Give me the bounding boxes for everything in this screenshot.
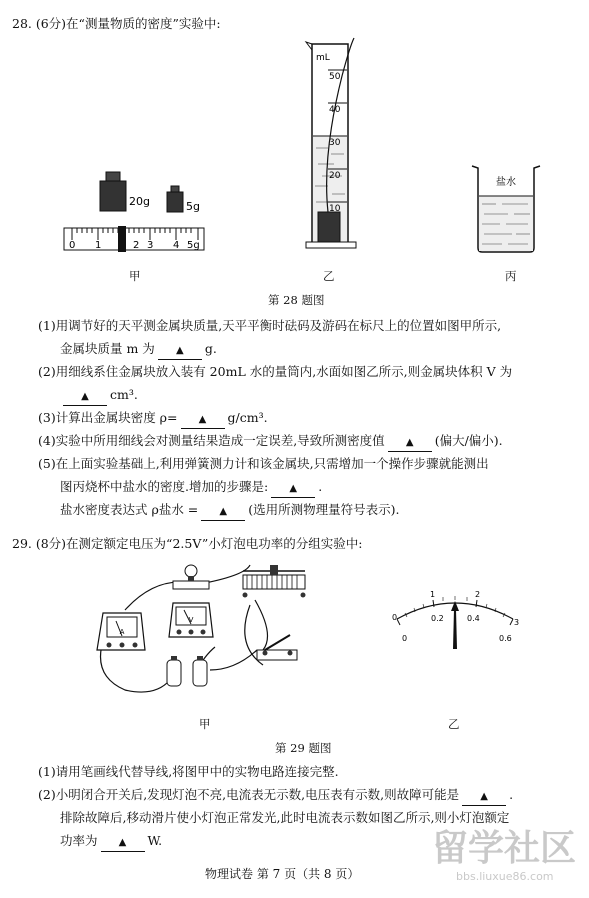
q28-item-3-text: (3)计算出金属块密度 ρ= bbox=[38, 410, 178, 425]
battery-icon bbox=[167, 656, 207, 686]
watermark-url: bbs.liuxue86.com bbox=[456, 870, 554, 883]
q29-item-2-end: . bbox=[509, 787, 514, 802]
q29-item-2-power: 功率为 bbox=[60, 833, 98, 848]
q28-item-2-line2 bbox=[60, 387, 138, 406]
q28-item-5-line3 bbox=[60, 502, 400, 521]
q28-item-5-text: 图丙烧杯中盐水的密度.增加的步骤是: bbox=[60, 479, 269, 494]
graduated-cylinder-figure bbox=[298, 36, 368, 258]
fig29-label-b: 乙 bbox=[448, 717, 460, 731]
q28-item-5-line2 bbox=[60, 479, 322, 498]
dial-minor-0-2: 0.2 bbox=[431, 614, 444, 623]
answer-blank-6[interactable] bbox=[201, 502, 245, 521]
fig28-label-a: 甲 bbox=[129, 269, 141, 283]
q28-item-4-options: (偏大/偏小). bbox=[434, 433, 503, 448]
dial-minor-0: 0 bbox=[402, 634, 408, 643]
blank-marker-icon: ▲ bbox=[289, 483, 298, 494]
dial-major-2: 2 bbox=[475, 590, 481, 599]
q28-item-5-line1: (5)在上面实验基础上,利用弹簧测力计和该金属块,只需增加一个操作步骤就能测出 bbox=[38, 456, 489, 471]
q28-item-3 bbox=[38, 410, 268, 429]
cylinder-unit: mL bbox=[316, 53, 330, 63]
fig28-caption: 第 28 题图 bbox=[268, 293, 325, 307]
fig28-label-b: 乙 bbox=[323, 269, 335, 283]
q29-item-1: (1)请用笔画线代替导线,将图甲中的实物电路连接完整. bbox=[38, 764, 339, 779]
cylinder-tick-10: 10 bbox=[329, 204, 341, 214]
answer-blank-8[interactable] bbox=[101, 833, 145, 852]
cylinder-tick-20: 20 bbox=[329, 171, 341, 181]
q28-item-3-unit: g/cm³. bbox=[227, 410, 268, 425]
ruler-tick-4: 4 bbox=[173, 240, 180, 251]
cylinder-tick-40: 40 bbox=[329, 105, 341, 115]
blank-marker-icon: ▲ bbox=[198, 414, 207, 425]
ammeter-icon bbox=[97, 613, 145, 650]
answer-blank-3[interactable] bbox=[181, 410, 225, 429]
answer-blank-2[interactable] bbox=[63, 387, 107, 406]
q29-item-2-line2: 排除故障后,移动滑片使小灯泡正常发光,此时电流表示数如图乙所示,则小灯泡额定 bbox=[60, 810, 510, 825]
weight-5g-icon bbox=[167, 186, 183, 212]
answer-blank-5[interactable] bbox=[271, 479, 315, 498]
q28-item-1-unit: g. bbox=[204, 341, 217, 356]
q29-item-2-unit: W. bbox=[147, 833, 163, 848]
blank-marker-icon: ▲ bbox=[405, 437, 414, 448]
q28-item-5-note: (选用所测物理量符号表示). bbox=[248, 502, 400, 517]
blank-marker-icon: ▲ bbox=[81, 391, 89, 402]
ruler-tick-3: 3 bbox=[147, 240, 154, 251]
q28-item-2-line1: (2)用细线系住金属块放入装有 20mL 水的量筒内,水面如图乙所示,则金属块体积 V 为 bbox=[38, 364, 513, 379]
weight-5g-label: 5g bbox=[186, 200, 200, 213]
q29-title: 29. (8分)在测定额定电压为“2.5V”小灯泡电功率的分组实验中: bbox=[12, 536, 363, 551]
q29-item-2-text: (2)小明闭合开关后,发现灯泡不亮,电流表无示数,电压表有示数,则故障可能是 bbox=[38, 787, 460, 802]
rheostat-icon bbox=[243, 565, 306, 598]
q29-item-2-line3 bbox=[60, 833, 162, 852]
fig29-caption: 第 29 题图 bbox=[275, 741, 332, 755]
fig28-label-c: 丙 bbox=[505, 269, 517, 283]
cylinder-tick-30: 30 bbox=[329, 138, 341, 148]
blank-marker-icon: ▲ bbox=[118, 837, 127, 848]
q28-title: 28. (6分)在“测量物质的密度”实验中: bbox=[12, 16, 221, 31]
voltmeter-icon bbox=[169, 603, 213, 637]
beaker-label: 盐水 bbox=[496, 177, 516, 188]
q28-item-1-text: 金属块质量 m 为 bbox=[60, 341, 155, 356]
ruler-tick-5g: 5g bbox=[187, 240, 200, 251]
ruler-tick-0: 0 bbox=[69, 240, 76, 251]
lamp-icon bbox=[173, 565, 209, 589]
blank-marker-icon: ▲ bbox=[219, 506, 228, 517]
page-footer: 物理试卷 第 7 页（共 8 页） bbox=[205, 867, 360, 881]
blank-marker-icon: ▲ bbox=[175, 345, 184, 356]
watermark-logo: 留学社区 bbox=[432, 828, 577, 869]
q28-item-1-line1: (1)用调节好的天平测金属块质量,天平平衡时砝码及游码在标尺上的位置如图甲所示, bbox=[38, 318, 502, 333]
dial-major-3: 3 bbox=[514, 618, 520, 627]
dial-major-1: 1 bbox=[430, 590, 436, 599]
beaker-figure bbox=[468, 160, 548, 258]
ruler-tick-1: 1 bbox=[95, 240, 102, 251]
q28-item-5-end: . bbox=[318, 479, 323, 494]
q29-item-2-line1 bbox=[38, 787, 513, 806]
dial-minor-0-6: 0.6 bbox=[499, 634, 512, 643]
dial-major-0: 0 bbox=[392, 613, 398, 622]
answer-blank-4[interactable] bbox=[388, 433, 432, 452]
answer-blank-7[interactable] bbox=[462, 787, 506, 806]
fig29-label-a: 甲 bbox=[199, 717, 211, 731]
balance-weights-ruler-figure bbox=[60, 170, 210, 260]
circuit-figure bbox=[85, 555, 310, 705]
q28-item-1-line2 bbox=[60, 341, 217, 360]
dial-minor-0-4: 0.4 bbox=[467, 614, 480, 623]
ruler-tick-2: 2 bbox=[133, 240, 140, 251]
q28-item-4 bbox=[38, 433, 503, 452]
switch-icon bbox=[257, 635, 297, 660]
weight-20g-icon bbox=[100, 172, 126, 211]
answer-blank-1[interactable] bbox=[158, 341, 202, 360]
q28-item-5-formula: 盐水密度表达式 ρ盐水 = bbox=[60, 502, 199, 517]
blank-marker-icon: ▲ bbox=[480, 791, 488, 802]
q28-item-4-text: (4)实验中所用细线会对测量结果造成一定误差,导致所测密度值 bbox=[38, 433, 385, 448]
ammeter-dial-figure bbox=[385, 585, 525, 655]
ammeter-label: A bbox=[119, 628, 125, 636]
cylinder-tick-50: 50 bbox=[329, 72, 341, 82]
voltmeter-label: V bbox=[188, 616, 194, 624]
weight-20g-label: 20g bbox=[129, 195, 150, 208]
q28-item-2-unit: cm³. bbox=[110, 387, 138, 402]
